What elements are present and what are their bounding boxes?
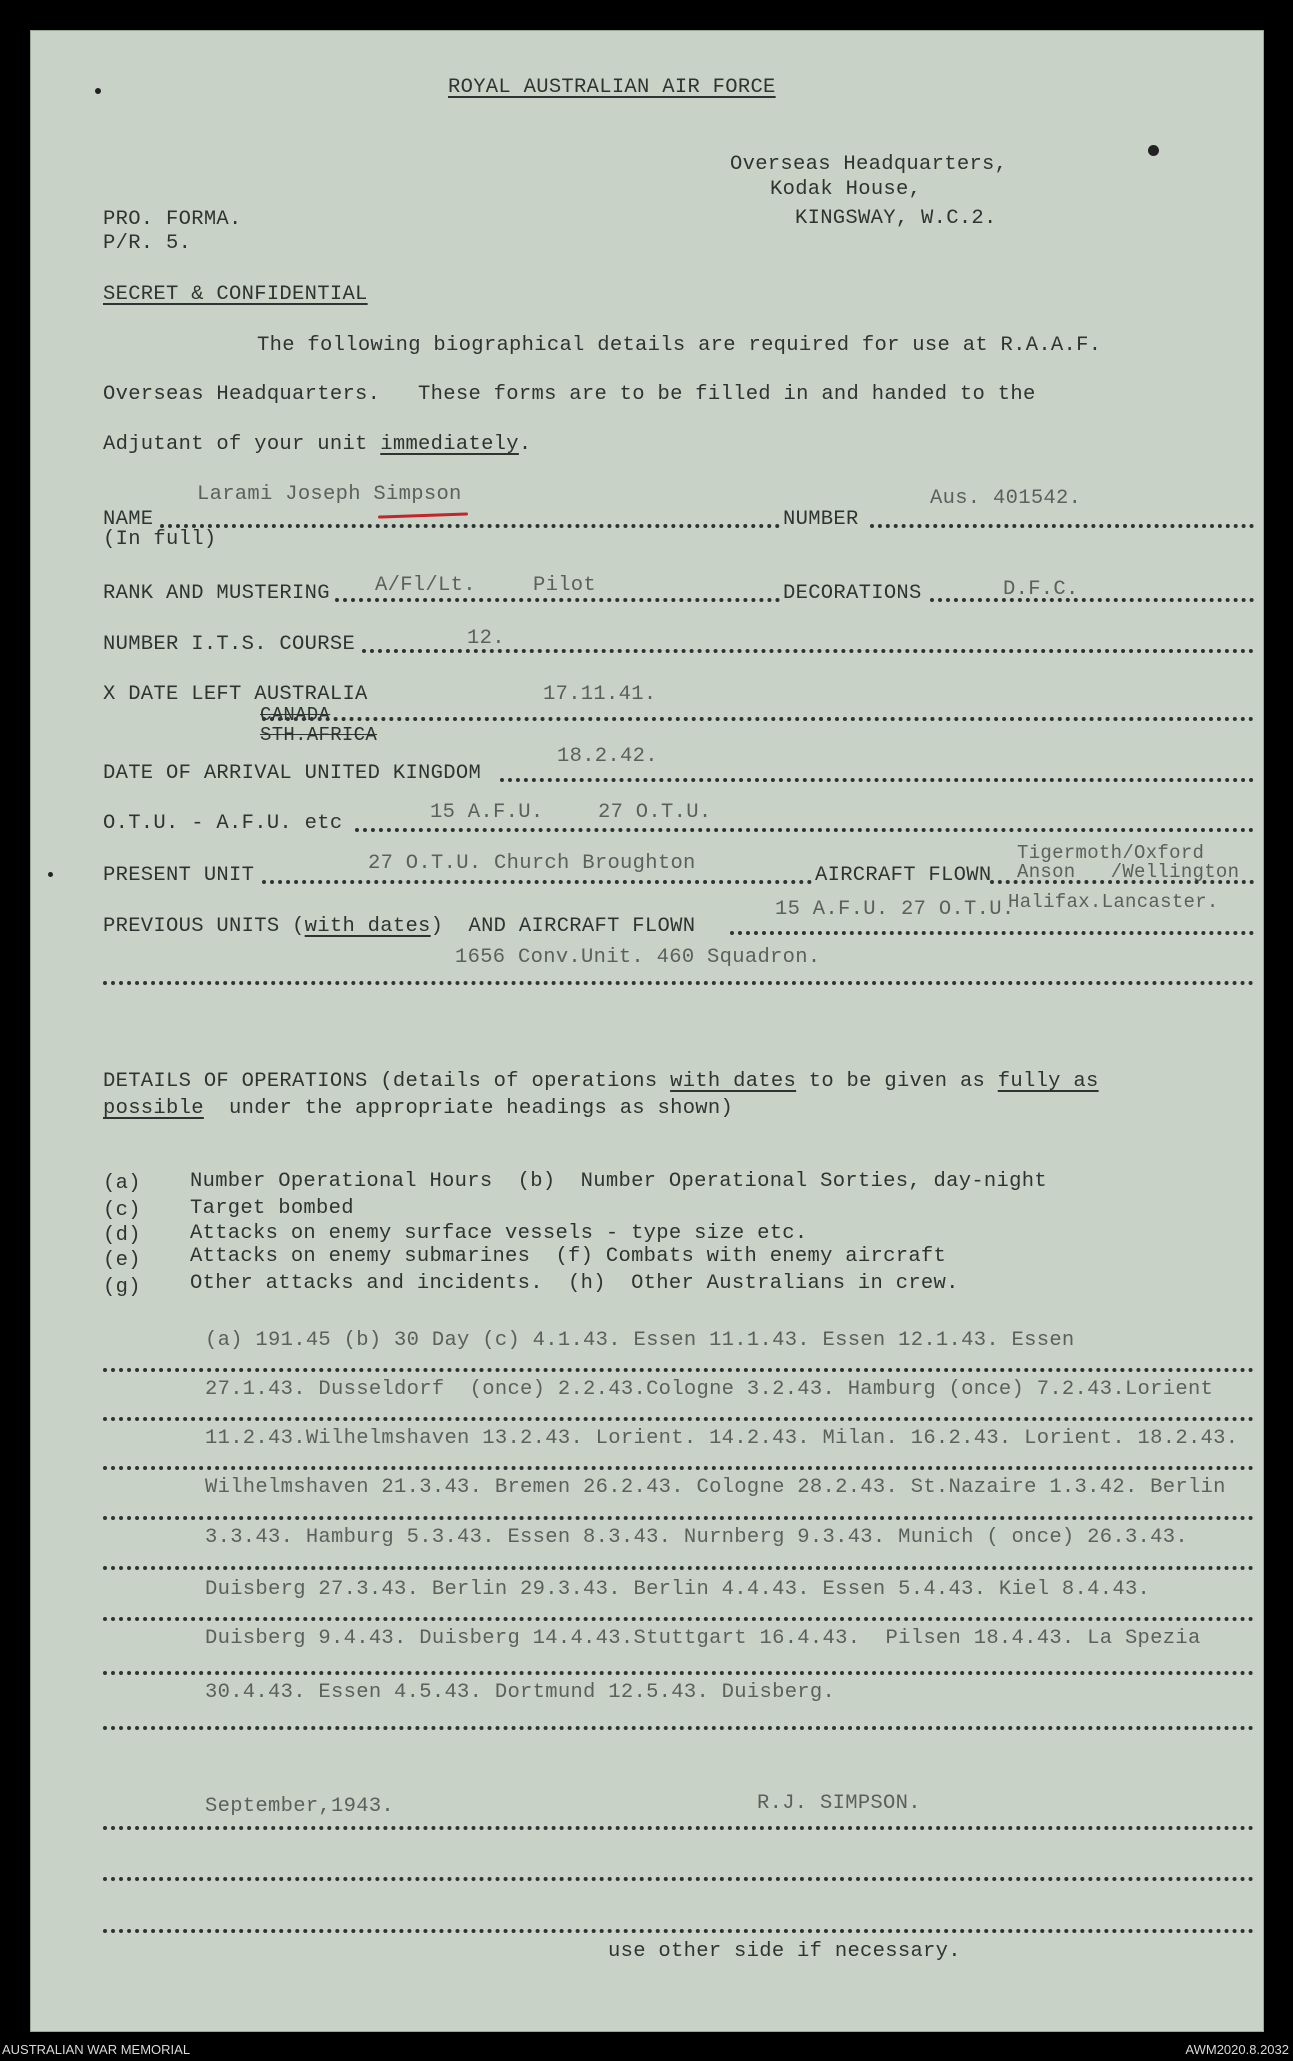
operations-key-d-text: Attacks on enemy surface vessels - type size etc. [190, 1222, 808, 1245]
number-label: NUMBER [783, 508, 859, 531]
operations-dotted-line-6 [103, 1617, 1254, 1621]
name-dotted-line [160, 524, 780, 528]
arrival-label: DATE OF ARRIVAL UNITED KINGDOM [103, 762, 482, 785]
operations-key-a: (a) [103, 1172, 141, 1195]
date-left-label: X DATE LEFT AUSTRALIA [103, 683, 368, 706]
address-line-2: Kodak House, [770, 178, 922, 201]
signature-dotted-line [103, 1826, 1254, 1830]
otu-dotted-line [355, 828, 1254, 832]
address-line-1: Overseas Headquarters, [730, 153, 1008, 176]
operations-heading-b: with dates [670, 1070, 797, 1093]
footer-accession: AWM2020.8.2032 [1185, 2042, 1289, 2057]
arrival-dotted-line [500, 778, 1254, 782]
date-left-dotted-line [262, 717, 1254, 721]
form-page [30, 30, 1264, 2032]
its-dotted-line [362, 649, 1254, 653]
intro-line-3-c: . [518, 433, 532, 456]
decorations-label: DECORATIONS [783, 582, 922, 605]
rank-value: A/Fl/Lt. [375, 574, 476, 597]
rank-label: RANK AND MUSTERING [103, 582, 330, 605]
operations-entry-4: Wilhelmshaven 21.3.43. Bremen 26.2.43. Cologne 28.2.43. St.Nazaire 1.3.42. Berlin [205, 1476, 1226, 1499]
operations-key-c: (c) [103, 1199, 141, 1222]
operations-entry-3: 11.2.43.Wilhelmshaven 13.2.43. Lorient. 14.2.43. Milan. 16.2.43. Lorient. 18.2.43. [205, 1427, 1239, 1450]
address-line-3: KINGSWAY, W.C.2. [795, 207, 997, 230]
operations-key-g: (g) [103, 1276, 141, 1299]
previous-units-dotted-line-1 [730, 931, 1254, 935]
operations-dotted-line-5 [103, 1566, 1254, 1570]
operations-dotted-line-1 [103, 1368, 1254, 1372]
operations-heading-d: fully as [997, 1070, 1099, 1093]
arrival-value: 18.2.42. [557, 745, 658, 768]
operations-heading-a: DETAILS OF OPERATIONS (details of operations [103, 1070, 671, 1093]
otu-value-1: 15 A.F.U. [430, 801, 544, 824]
intro-line-2 [103, 383, 1036, 406]
decorations-value: D.F.C. [1003, 578, 1079, 601]
closing-note: use other side if necessary. [608, 1940, 961, 1963]
operations-entry-7: Duisberg 9.4.43. Duisberg 14.4.43.Stuttgart 16.4.43. Pilsen 18.4.43. La Spezia [205, 1627, 1201, 1650]
operations-key-c-text: Target bombed [190, 1197, 354, 1220]
ink-speck [48, 872, 53, 877]
struck-option-sth-africa: STH.AFRICA [260, 724, 378, 746]
its-label: NUMBER I.T.S. COURSE [103, 633, 356, 656]
operations-heading-line-1 [103, 1070, 1099, 1093]
form-type-line-1: PRO. FORMA. [103, 208, 242, 231]
its-value: 12. [467, 627, 505, 650]
previous-units-value-2: Halifax.Lancaster. [1008, 891, 1219, 913]
present-unit-label: PRESENT UNIT [103, 864, 255, 887]
intro-line-1: The following biographical details are required for use at R.A.A.F. [257, 334, 1102, 357]
previous-units-label [103, 915, 695, 938]
operations-entry-6: Duisberg 27.3.43. Berlin 29.3.43. Berlin 4.4.43. Essen 5.4.43. Kiel 8.4.43. [205, 1578, 1151, 1601]
operations-entry-1: (a) 191.45 (b) 30 Day (c) 4.1.43. Essen 11.1.43. Essen 12.1.43. Essen [205, 1329, 1075, 1352]
operations-key-a-text: Number Operational Hours (b) Number Operational Sorties, day-night [190, 1170, 1047, 1193]
intro-line-3-a: Adjutant of your unit [103, 433, 381, 456]
ink-speck [95, 88, 101, 94]
struck-option-canada: CANADA [260, 704, 331, 726]
operations-dotted-line-7 [103, 1671, 1254, 1675]
name-sublabel: (In full) [103, 528, 217, 551]
aircraft-flown-dotted-line [990, 880, 1254, 884]
present-unit-dotted-line [262, 880, 812, 884]
previous-units-label-a: PREVIOUS UNITS ( [103, 915, 305, 938]
number-dotted-line [870, 524, 1254, 528]
aircraft-value-2: Anson /Wellington [1017, 861, 1240, 883]
previous-units-value-3: 1656 Conv.Unit. 460 Squadron. [455, 946, 821, 969]
operations-key-e: (e) [103, 1249, 141, 1272]
previous-units-label-c: ) AND AIRCRAFT FLOWN [430, 915, 696, 938]
name-value: Larami Joseph Simpson [197, 483, 462, 506]
previous-units-value-1: 15 A.F.U. 27 O.T.U. [775, 898, 1015, 921]
operations-key-g-text: Other attacks and incidents. (h) Other Australians in crew. [190, 1272, 959, 1295]
blank-dotted-line-2 [103, 1929, 1254, 1933]
footer-credit: AUSTRALIAN WAR MEMORIAL [2, 2042, 191, 2057]
intro-line-3 [103, 433, 531, 456]
operations-dotted-line-2 [103, 1417, 1254, 1421]
operations-heading-e: possible [103, 1097, 204, 1120]
blank-dotted-line-1 [103, 1877, 1254, 1881]
operations-dotted-line-3 [103, 1466, 1254, 1470]
signature: R.J. SIMPSON. [757, 1792, 921, 1815]
operations-dotted-line-8 [103, 1726, 1254, 1730]
operations-entry-8: 30.4.43. Essen 4.5.43. Dortmund 12.5.43. Duisberg. [205, 1681, 836, 1704]
intro-line-3-emphasis: immediately [380, 433, 519, 456]
rank-dotted-line [335, 598, 780, 602]
operations-key-e-text: Attacks on enemy submarines (f) Combats with enemy aircraft [190, 1245, 947, 1268]
date-left-value: 17.11.41. [543, 683, 657, 706]
signed-date: September,1943. [205, 1795, 395, 1818]
operations-heading-line-2 [103, 1097, 733, 1120]
operations-dotted-line-4 [103, 1516, 1254, 1520]
aircraft-value-1: Tigermoth/Oxford [1017, 842, 1205, 864]
aircraft-flown-label: AIRCRAFT FLOWN [815, 864, 992, 887]
operations-entry-5: 3.3.43. Hamburg 5.3.43. Essen 8.3.43. Nurnberg 9.3.43. Munich ( once) 26.3.43. [205, 1526, 1188, 1549]
otu-value-2: 27 O.T.U. [598, 801, 712, 824]
mustering-value: Pilot [533, 574, 597, 597]
name-label: NAME [103, 508, 154, 531]
operations-heading-f: under the appropriate headings as shown) [203, 1097, 734, 1120]
previous-units-label-emphasis: with dates [304, 915, 431, 938]
form-title: ROYAL AUSTRALIAN AIR FORCE [448, 76, 776, 99]
intro-line-2-text: Overseas Headquarters. These forms are to be filled in and handed to the [103, 383, 1036, 406]
operations-heading-c: to be given as [796, 1070, 998, 1093]
otu-label: O.T.U. - A.F.U. etc [103, 812, 343, 835]
classification: SECRET & CONFIDENTIAL [103, 283, 368, 306]
present-unit-value: 27 O.T.U. Church Broughton [368, 852, 696, 875]
operations-entry-2: 27.1.43. Dusseldorf (once) 2.2.43.Cologne 3.2.43. Hamburg (once) 7.2.43.Lorient [205, 1378, 1214, 1401]
number-value: Aus. 401542. [930, 487, 1082, 510]
operations-key-d: (d) [103, 1224, 141, 1247]
ink-speck [1148, 145, 1159, 156]
form-type-line-2: P/R. 5. [103, 232, 192, 255]
decorations-dotted-line [930, 598, 1254, 602]
previous-units-dotted-line-2 [103, 981, 1254, 985]
